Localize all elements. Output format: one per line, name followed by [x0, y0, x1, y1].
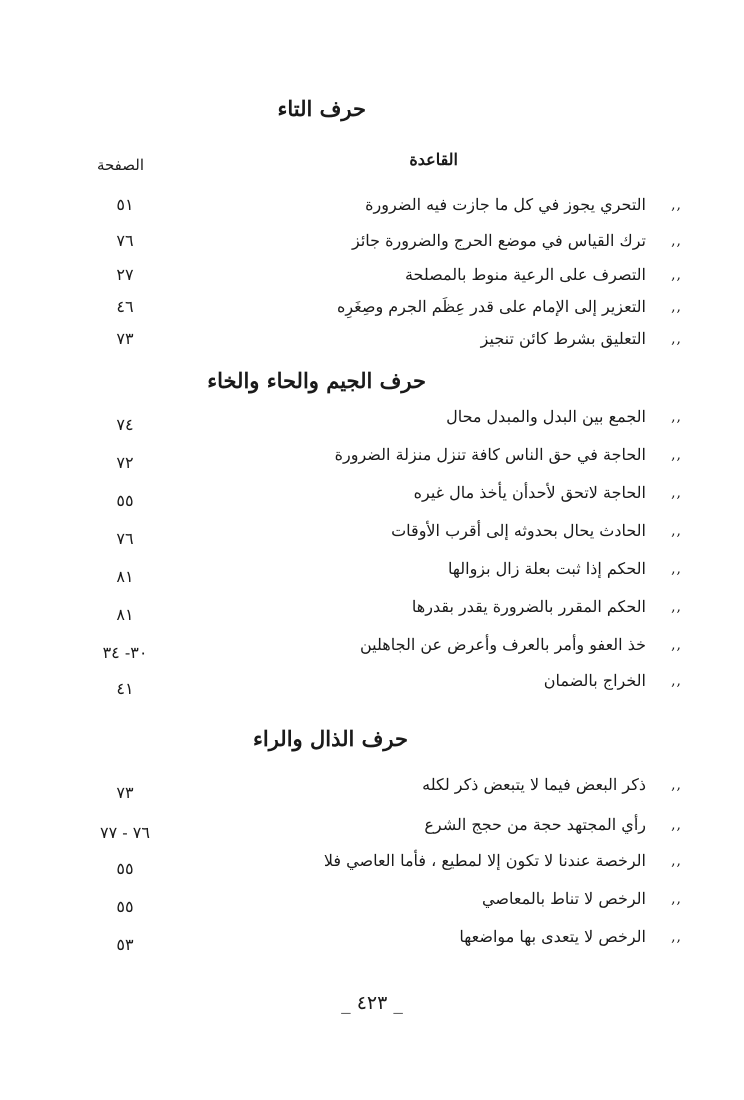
ditto-mark: ,,	[671, 485, 682, 501]
page-reference: ٥٥	[116, 859, 134, 878]
ditto-mark: ,,	[671, 447, 682, 463]
index-row	[0, 846, 744, 876]
rule-text: الحكم المقرر بالضرورة يقدر بقدرها	[411, 597, 646, 616]
rule-text: رأي المجتهد حجة من حجج الشرع	[424, 815, 646, 834]
page-reference: ٧٦ - ٧٧	[100, 823, 150, 842]
index-row	[0, 292, 744, 322]
ditto-mark: ,,	[671, 233, 682, 249]
rule-text: التحري يجوز في كل ما جازت فيه الضرورة	[365, 195, 646, 214]
rule-text: خذ العفو وأمر بالعرف وأعرض عن الجاهلين	[360, 635, 646, 654]
page-reference: ٤١	[116, 679, 134, 698]
index-row	[0, 922, 744, 952]
rule-text: الحكم إذا ثبت بعلة زال بزوالها	[448, 559, 646, 578]
page-reference: ٤٦	[116, 297, 134, 316]
index-row	[0, 324, 744, 354]
index-row	[0, 190, 744, 220]
rule-text: الحاجة لاتحق لأحدأن يأخذ مال غيره	[413, 483, 646, 502]
page-reference: ٧٢	[116, 453, 134, 472]
page-reference: ٣٠- ٣٤	[102, 643, 148, 662]
rule-text: التعليق بشرط كائن تنجيز	[480, 329, 646, 348]
ditto-mark: ,,	[671, 929, 682, 945]
ditto-mark: ,,	[671, 817, 682, 833]
page-reference: ٨١	[116, 605, 134, 624]
section-title-taa: حرف التاء	[277, 96, 366, 121]
ditto-mark: ,,	[671, 331, 682, 347]
rule-text: الحادث يحال بحدوثه إلى أقرب الأوقات	[391, 521, 646, 540]
rule-text: الرخص لا يتعدى بها مواضعها	[459, 927, 646, 946]
page-reference: ٥٣	[116, 935, 134, 954]
page-reference: ٥٥	[116, 491, 134, 510]
ditto-mark: ,,	[671, 299, 682, 315]
ditto-mark: ,,	[671, 853, 682, 869]
index-row	[0, 402, 744, 432]
index-row	[0, 770, 744, 800]
ditto-mark: ,,	[671, 561, 682, 577]
ditto-mark: ,,	[671, 599, 682, 615]
rule-text: ترك القياس في موضع الحرج والضرورة جائز	[352, 231, 646, 250]
rule-text: الحاجة في حق الناس كافة تنزل منزلة الضرورة	[334, 445, 646, 464]
index-row	[0, 554, 744, 584]
section-title-thaal-raa: حرف الذال والراء	[253, 726, 408, 751]
page-reference: ٧٣	[116, 329, 134, 348]
ditto-mark: ,,	[671, 523, 682, 539]
rule-text: الرخصة عندنا لا تكون إلا لمطيع ، فأما العاصي فلا	[323, 851, 646, 870]
rule-column-header: القاعدة	[409, 150, 458, 169]
rule-text: التصرف على الرعية منوط بالمصلحة	[404, 265, 646, 284]
page-reference: ٨١	[116, 567, 134, 586]
index-row	[0, 592, 744, 622]
rule-text: الخراج بالضمان	[543, 671, 646, 690]
index-row	[0, 260, 744, 290]
ditto-mark: ,,	[671, 637, 682, 653]
index-row	[0, 516, 744, 546]
page-reference: ٧٦	[116, 231, 134, 250]
page-column-header: الصفحة	[96, 156, 144, 174]
page-reference: ٧٣	[116, 783, 134, 802]
ditto-mark: ,,	[671, 891, 682, 907]
rule-text: الرخص لا تناط بالمعاصي	[482, 889, 646, 908]
section-title-jeem-haa-khaa: حرف الجيم والحاء والخاء	[207, 368, 426, 393]
page-reference: ٥٥	[116, 897, 134, 916]
index-row	[0, 666, 744, 696]
page-reference: ٥١	[116, 195, 134, 214]
rule-text: الجمع بين البدل والمبدل محال	[446, 407, 646, 426]
ditto-mark: ,,	[671, 673, 682, 689]
rule-text: ذكر البعض فيما لا يتبعض ذكر لكله	[422, 775, 646, 794]
ditto-mark: ,,	[671, 409, 682, 425]
index-row	[0, 440, 744, 470]
ditto-mark: ,,	[671, 777, 682, 793]
page-reference: ٧٦	[116, 529, 134, 548]
page-reference: ٧٤	[116, 415, 134, 434]
rule-text: التعزير إلى الإمام على قدر عِظَم الجرم وصِغَرِه	[336, 297, 646, 316]
ditto-mark: ,,	[671, 197, 682, 213]
index-row	[0, 810, 744, 840]
index-row	[0, 478, 744, 508]
page-reference: ٢٧	[116, 265, 134, 284]
page-number: _ ٤٢٣ _	[341, 992, 403, 1014]
ditto-mark: ,,	[671, 267, 682, 283]
index-row	[0, 226, 744, 256]
index-row	[0, 630, 744, 660]
index-row	[0, 884, 744, 914]
